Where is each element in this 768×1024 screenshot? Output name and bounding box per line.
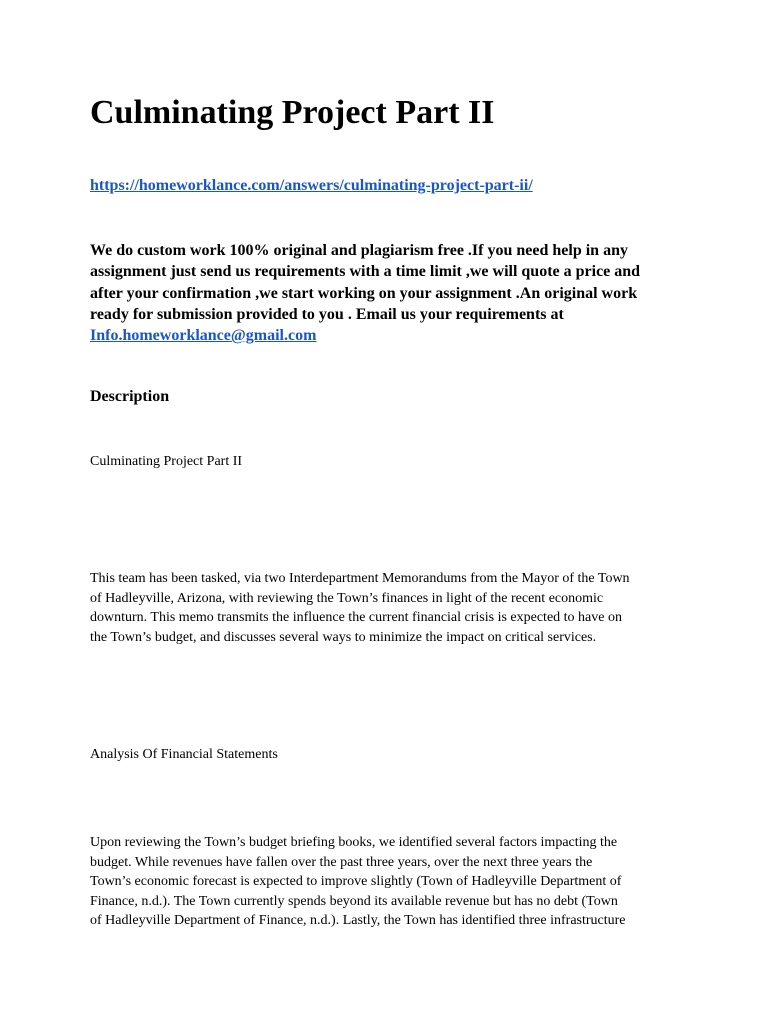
memo-line: downturn. This memo transmits the influence the current financial crisis is expected to have on bbox=[90, 610, 622, 625]
review-line: Upon reviewing the Town’s budget briefing books, we identified several factors impacting the bbox=[90, 835, 618, 850]
source-link[interactable]: https://homeworklance.com/answers/culminating-project-part-ii/ bbox=[90, 177, 533, 194]
email-link[interactable]: Info.homeworklance@gmail.com bbox=[90, 327, 317, 345]
review-line: Finance, n.d.). The Town currently spends beyond its available revenue but has no debt (Town bbox=[90, 893, 618, 909]
document-title: Culminating Project Part II bbox=[90, 94, 495, 131]
review-line: of Hadleyville Department of Finance, n.d.). Lastly, the Town has identified three infrastructure bbox=[90, 913, 626, 928]
review-line: Town’s economic forecast is expected to improve slightly (Town of Hadleyville Department of bbox=[90, 874, 622, 889]
review-paragraph bbox=[90, 833, 626, 931]
memo-line: of Hadleyville, Arizona, with reviewing the Town’s finances in light of the recent economic bbox=[90, 590, 604, 606]
memo-paragraph bbox=[90, 569, 630, 647]
promo-paragraph bbox=[90, 240, 690, 346]
analysis-heading: Analysis Of Financial Statements bbox=[90, 747, 278, 762]
description-heading: Description bbox=[90, 388, 170, 405]
review-line: budget. While revenues have fallen over the past three years, over the next three years the bbox=[90, 854, 593, 870]
promo-line: after your confirmation ,we start working on your assignment .An original work bbox=[90, 284, 638, 302]
subtitle: Culminating Project Part II bbox=[90, 454, 243, 469]
promo-line: assignment just send us requirements with a time limit ,we will quote a price and bbox=[90, 263, 641, 281]
memo-line: This team has been tasked, via two Interdepartment Memorandums from the Mayor of the Town bbox=[90, 571, 630, 586]
promo-line: We do custom work 100% original and plagiarism free .If you need help in any bbox=[90, 242, 628, 259]
memo-line: the Town’s budget, and discusses several ways to minimize the impact on critical services. bbox=[90, 629, 597, 645]
promo-line: ready for submission provided to you . Email us your requirements at bbox=[90, 305, 564, 323]
